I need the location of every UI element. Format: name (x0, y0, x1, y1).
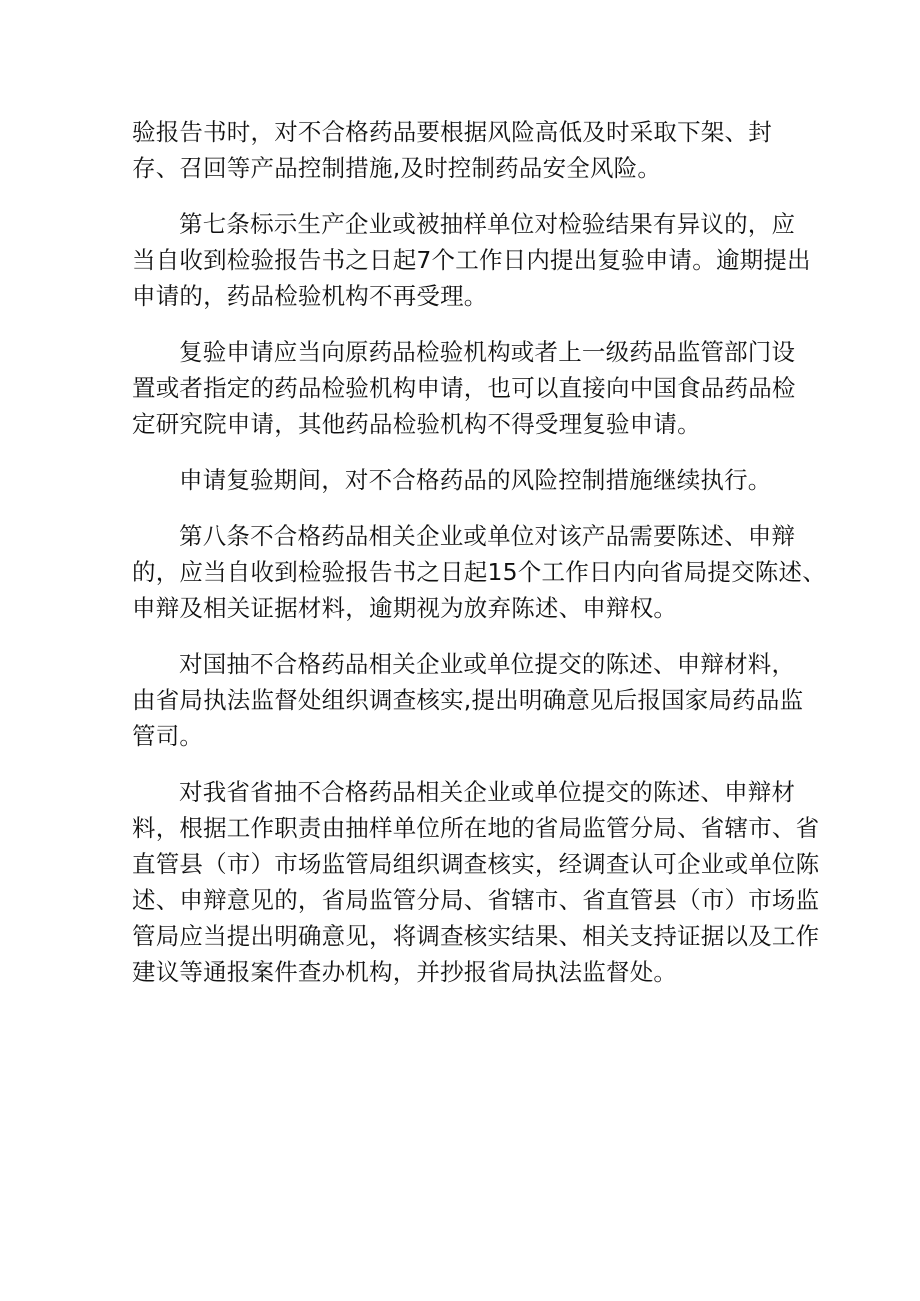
paragraph-line: 料，根据工作职责由抽样单位所在地的省局监管分局、省辖市、省 (132, 814, 820, 842)
paragraph-3 (132, 334, 798, 442)
paragraph-line: 第八条不合格药品相关企业或单位对该产品需要陈述、申辩 (179, 522, 796, 550)
paragraph-line: 对我省省抽不合格药品相关企业或单位提交的陈述、申辩材 (179, 778, 796, 806)
paragraph-line: 管司。 (132, 722, 204, 750)
paragraph-line: 由省局执法监督处组织调查核实,提出明确意见后报国家局药品监 (132, 686, 804, 714)
paragraph-line: 申辩及相关证据材料，逾期视为放弃陈述、申辩权。 (132, 594, 678, 622)
paragraph-1 (132, 114, 798, 186)
paragraph-line: 验报告书时，对不合格药品要根据风险高低及时采取下架、封 (132, 118, 772, 146)
paragraph-5 (132, 518, 826, 626)
paragraph-line: 的，应当自收到检验报告书之日起15个工作日内向省局提交陈述、 (132, 558, 826, 586)
paragraph-line: 第七条标示生产企业或被抽样单位对检验结果有异议的，应 (179, 210, 796, 238)
paragraph-7 (132, 774, 820, 990)
paragraph-line: 申请复验期间，对不合格药品的风险控制措施继续执行。 (179, 466, 772, 494)
paragraph-line: 申请的，药品检验机构不再受理。 (132, 282, 488, 310)
paragraph-line: 述、申辩意见的，省局监管分局、省辖市、省直管县（市）市场监 (132, 886, 820, 914)
paragraph-line: 管局应当提出明确意见，将调查核实结果、相关支持证据以及工作 (132, 922, 820, 950)
paragraph-line: 直管县（市）市场监管局组织调查核实，经调查认可企业或单位陈 (132, 850, 820, 878)
paragraph-line: 当自收到检验报告书之日起7个工作日内提出复验申请。逾期提出 (132, 246, 811, 274)
paragraph-line: 建议等通报案件查办机构，并抄报省局执法监督处。 (132, 958, 678, 986)
paragraph-line: 对国抽不合格药品相关企业或单位提交的陈述、申辩材料， (179, 650, 796, 678)
paragraph-6 (132, 646, 804, 754)
document-body (132, 114, 826, 1010)
paragraph-line: 置或者指定的药品检验机构申请，也可以直接向中国食品药品检 (132, 374, 796, 402)
paragraph-4 (132, 462, 798, 498)
paragraph-line: 复验申请应当向原药品检验机构或者上一级药品监管部门设 (179, 338, 796, 366)
paragraph-line: 存、召回等产品控制措施,及时控制药品安全风险。 (132, 154, 662, 182)
paragraph-2 (132, 206, 811, 314)
paragraph-line: 定研究院申请，其他药品检验机构不得受理复验申请。 (132, 410, 701, 438)
